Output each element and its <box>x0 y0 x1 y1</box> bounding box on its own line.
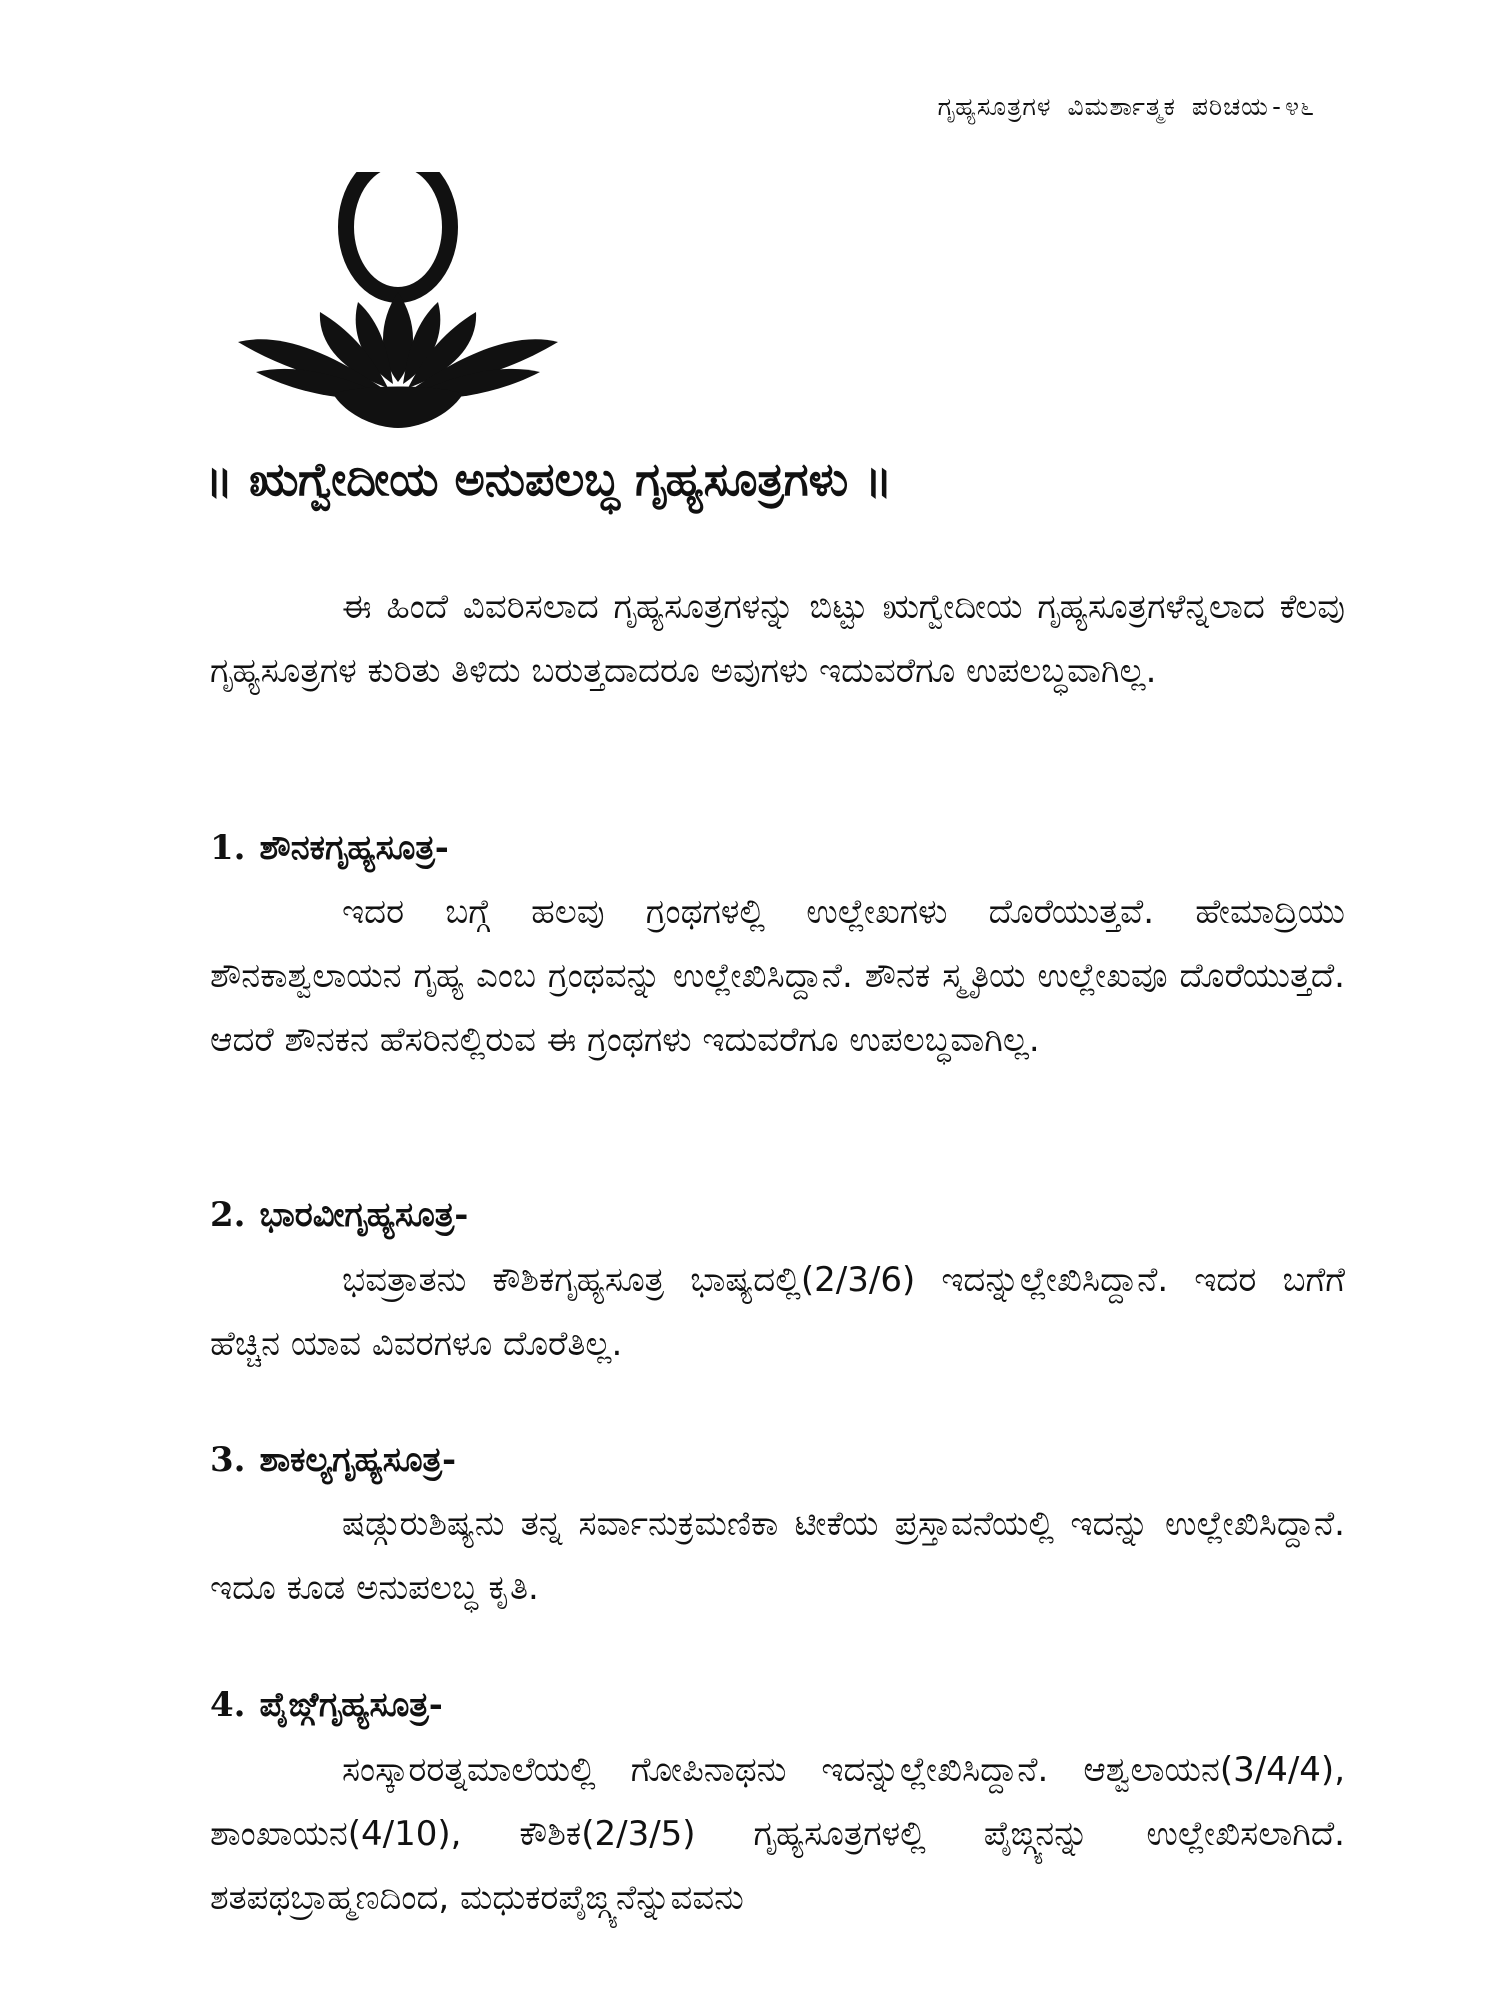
section-number: 4. <box>210 1685 246 1725</box>
section-heading-3 <box>210 1440 456 1480</box>
section-title: ಶಾಕಲ್ಯಗೃಹ್ಯಸೂತ್ರ- <box>259 1440 457 1480</box>
section-paragraph-text: ಭವತ್ರಾತನು ಕೌಶಿಕಗೃಹ್ಯಸೂತ್ರ ಭಾಷ್ಯದಲ್ಲಿ(2/3/6) ಇದನ್ನುಲ್ಲೇಖಿಸಿದ್ದಾನೆ. ಇದರ ಬಗೆಗೆ ಹೆಚ್ಚಿನ ಯಾವ ವಿವರಗಳೂ ದೊರೆತಿಲ್ಲ. <box>210 1260 1345 1364</box>
section-heading-4 <box>210 1685 443 1725</box>
section-paragraph-1 <box>210 880 1345 1072</box>
section-number: 3. <box>210 1440 246 1480</box>
section-title: ಪೈಙ್ಗೆಗೃಹ್ಯಸೂತ್ರ- <box>259 1685 443 1725</box>
lotus-emblem-icon <box>238 172 558 432</box>
section-paragraph-text: ಇದರ ಬಗ್ಗೆ ಹಲವು ಗ್ರಂಥಗಳಲ್ಲಿ ಉಲ್ಲೇಖಗಳು ದೊರೆಯುತ್ತವೆ. ಹೇಮಾದ್ರಿಯು ಶೌನಕಾಶ್ವಲಾಯನ ಗೃಹ್ಯ ಎಂಬ ಗ್ರಂಥವನ್ನು ಉಲ್ಲೇಖಿಸಿದ್ದಾನೆ. ಶೌನಕ ಸ್ಮೃತಿಯ ಉಲ್ಲೇಖವೂ ದೊರೆಯುತ್ತದೆ. ಆದರೆ ಶೌನಕನ ಹೆಸರಿನಲ್ಲಿರುವ ಈ ಗ್ರಂಥಗಳು ಇದುವರೆಗೂ ಉಪಲಬ್ಧವಾಗಿಲ್ಲ. <box>210 892 1345 1060</box>
section-number: 1. <box>210 828 246 868</box>
section-paragraph-4 <box>210 1738 1345 1930</box>
section-paragraph-text: ಷಡ್ಗುರುಶಿಷ್ಯನು ತನ್ನ ಸರ್ವಾನುಕ್ರಮಣಿಕಾ ಟೀಕೆಯ ಪ್ರಸ್ತಾವನೆಯಲ್ಲಿ ಇದನ್ನು ಉಲ್ಲೇಖಿಸಿದ್ದಾನೆ. ಇದೂ ಕೂಡ ಅನುಪಲಬ್ಧ ಕೃತಿ. <box>210 1504 1345 1608</box>
section-title: ಭಾರವೀಗೃಹ್ಯಸೂತ್ರ- <box>259 1195 469 1235</box>
section-paragraph-text: ಸಂಸ್ಕಾರರತ್ನಮಾಲೆಯಲ್ಲಿ ಗೋಪಿನಾಥನು ಇದನ್ನುಲ್ಲೇಖಿಸಿದ್ದಾನೆ. ಆಶ್ವಲಾಯನ(3/4/4), ಶಾಂಖಾಯನ(4/10), ಕೌಶಿಕ(2/3/5) ಗೃಹ್ಯಸೂತ್ರಗಳಲ್ಲಿ ಪೈಙ್ಗ್ಯನನ್ನು ಉಲ್ಲೇಖಿಸಲಾಗಿದೆ. ಶತಪಥಬ್ರಾಹ್ಮಣದಿಂದ, ಮಧುಕರಪೈಙ್ಗ್ಯನೆನ್ನುವವನು <box>210 1750 1345 1918</box>
section-heading-2 <box>210 1195 468 1235</box>
section-paragraph-2 <box>210 1248 1345 1376</box>
running-header: ಗೃಹ್ಯಸೂತ್ರಗಳ ವಿಮರ್ಶಾತ್ಮಕ ಪರಿಚಯ-೪೬ <box>937 92 1315 121</box>
chapter-title: ॥ ಋಗ್ವೇದೀಯ ಅನುಪಲಬ್ಧ ಗೃಹ್ಯಸೂತ್ರಗಳು ॥ <box>205 452 893 506</box>
section-heading-1 <box>210 828 449 868</box>
intro-paragraph <box>210 575 1345 703</box>
section-paragraph-3 <box>210 1492 1345 1620</box>
section-number: 2. <box>210 1195 246 1235</box>
intro-paragraph-text: ಈ ಹಿಂದೆ ವಿವರಿಸಲಾದ ಗೃಹ್ಯಸೂತ್ರಗಳನ್ನು ಬಿಟ್ಟು ಋಗ್ವೇದೀಯ ಗೃಹ್ಯಸೂತ್ರಗಳೆನ್ನಲಾದ ಕೆಲವು ಗೃಹ್ಯಸೂತ್ರಗಳ ಕುರಿತು ತಿಳಿದು ಬರುತ್ತದಾದರೂ ಅವುಗಳು ಇದುವರೆಗೂ ಉಪಲಬ್ಧವಾಗಿಲ್ಲ. <box>210 587 1345 691</box>
section-title: ಶೌನಕಗೃಹ್ಯಸೂತ್ರ- <box>259 828 449 868</box>
